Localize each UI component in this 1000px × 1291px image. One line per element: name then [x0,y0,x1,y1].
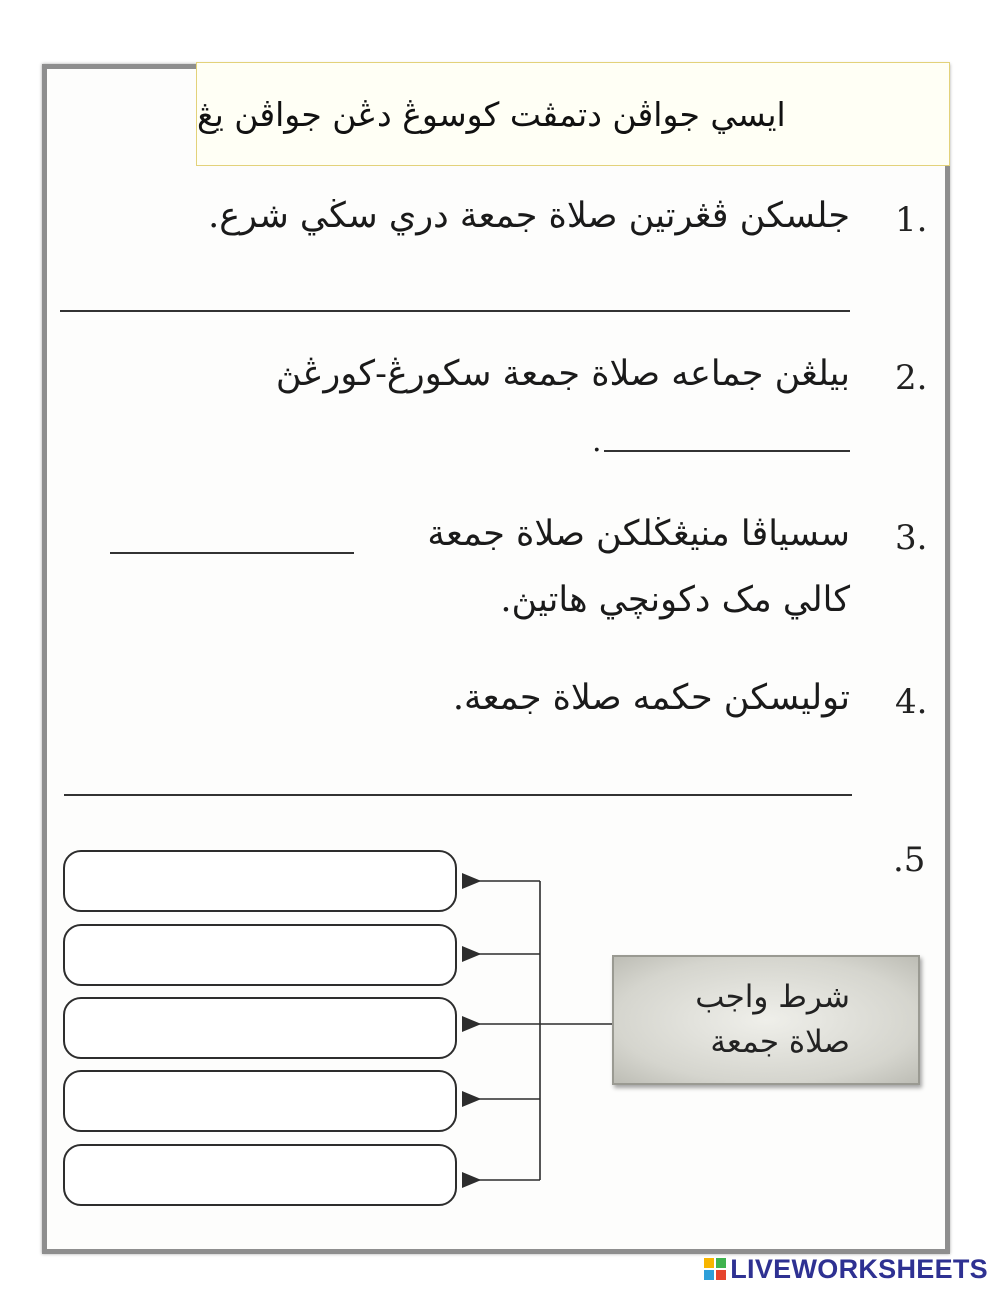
question-4-number: 4. [895,682,928,722]
question-1-number: 1. [895,200,928,240]
question-5-number: .5 [893,840,926,880]
question-2-number: 2. [895,358,928,398]
question-3-text-line1: سسياڤا منيڠڬلكن صلاة جمعة [427,514,850,554]
liveworksheets-brand [704,1252,988,1286]
liveworksheets-logo-icon [704,1258,726,1280]
question-2-text: بيلڠن جماعه صلاة جمعة سکورڠ-کورڠڽ [275,354,850,394]
question-1-text: جلسكن ڤڠرتين صلاة جمعة دري سڬي شرع. [208,196,850,236]
question-3-number: 3. [895,518,928,558]
diagram-label-line1: شرط واجب [695,979,850,1016]
instruction-text: ايسي جواڤن دتمڤت كوسوڠ دڠن جواڤن يڠ [197,94,786,134]
brand-text: LIVEWORKSHEETS [730,1253,988,1284]
diagram-label-box [612,955,920,1085]
question-2-period: . [592,424,602,459]
diagram-label-line2: صلاة جمعة [710,1024,850,1060]
question-3-text-line2: كالي مک دكونچي هاتيڽ. [500,580,850,620]
question-4-text: توليسكن حكمه صلاة جمعة. [452,678,850,718]
